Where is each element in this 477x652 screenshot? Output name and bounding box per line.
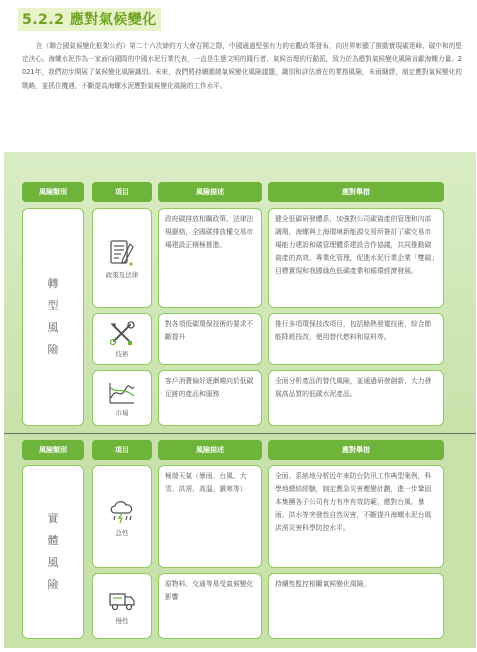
storm-cloud-icon: [107, 496, 137, 526]
header-description: 風險描述: [158, 440, 262, 460]
description-text: 原物料、交通等易受氣候變化影響: [165, 580, 254, 601]
item-policy-law: [92, 208, 152, 308]
description-cell: [158, 370, 262, 426]
header-description: 風險描述: [158, 182, 262, 202]
item-label: 技術: [115, 349, 129, 358]
section-heading-box: [18, 8, 161, 31]
category-char: 險: [47, 343, 59, 356]
response-text: 全面分析產品的替代風險，並通過研發創新，大力發展高品質的低碳水泥產品。: [275, 377, 432, 398]
response-cell: [268, 208, 444, 308]
response-cell: [268, 573, 444, 639]
item-label: 政策及法律: [105, 270, 139, 279]
category-char: 體: [47, 534, 59, 547]
header-category: 風險類別: [22, 182, 84, 202]
header-category: 風險類別: [22, 440, 84, 460]
description-cell: [158, 465, 262, 568]
item-acute: [92, 465, 152, 568]
header-response: 應對舉措: [268, 440, 444, 460]
intro-paragraph: 在《聯合國氣候變化框架公約》第二十六次締約方大會召開之際，中國通過堅強有力的宏觀政策發布，向世界彰顯了推動實現碳達峰、碳中和的堅定決心。海螺水泥作為一家面向國際的中國水泥行業代表，一直是生態文明的踐行者，氣候治理的行動派，致力於為應對氣候變化風險貢獻海螺力量。2021年，我們初步開展了氣候變化風險識別。未來，我們將持續圍繞氣候變化風險議題，識別和評估潛在的業務風險，未雨綢繆，制定應對氣候變化的戰略，並抓住機遇，不斷提高海螺水泥應對氣候變化風險的工作水平。: [22, 42, 462, 90]
description-text: 客戶消費偏好逐漸趨向於低碳足跡的產品和服務: [165, 377, 254, 398]
tools-icon: [108, 321, 136, 347]
description-text: 極端天氣（暴雨、台風、大雪、洪澇、高溫、嚴寒等）: [165, 472, 247, 493]
response-text: 推行多項環保技改項目，包括餘熱發電技術，綜合節能降耗技改，使用替代燃料和原料等。: [275, 320, 432, 341]
item-label: 市場: [115, 408, 129, 417]
item-label: 急性: [115, 529, 129, 537]
header-item: 項目: [92, 182, 152, 202]
section-divider: [4, 433, 476, 434]
response-cell: [268, 313, 444, 365]
category-physical-risk: [22, 465, 84, 639]
category-char: 風: [47, 556, 59, 569]
header-item: 項目: [92, 440, 152, 460]
category-char: 實: [47, 512, 59, 525]
item-market: [92, 370, 152, 426]
description-cell: [158, 573, 262, 639]
item-chronic: [92, 573, 152, 639]
item-technology: [92, 313, 152, 365]
category-transition-risk: [22, 208, 84, 426]
category-char: 轉: [47, 277, 59, 290]
response-text: 持續性監控相關氣候變化風險。: [275, 580, 371, 588]
response-cell: [268, 370, 444, 426]
description-text: 政府碳排放相關政策、法律法規嚴格，全國碳排放權交易市場建設正積極推進。: [165, 215, 254, 249]
truck-icon: [107, 588, 137, 614]
category-char: 型: [47, 299, 59, 312]
category-char: 風: [47, 321, 59, 334]
category-char: 險: [47, 578, 59, 591]
response-text: 健全低碳研發體系，加強對公司碳資產的管理和內部調劑，海螺與上海環境新能源交易所簽訂了碳交易市場能力建設和碳管理體系建設合作協議，共同推動碳資產的高效、專業化管理，促進水泥行業企業「雙碳」目標實現和我國綠色低碳產業和循環經濟發展。: [275, 215, 435, 275]
description-cell: [158, 313, 262, 365]
document-pen-icon: [107, 238, 137, 268]
response-text: 全面、系統地分析近年來防台防汛工作典型案例，科學地總結經驗，制定應急災害應變計劃，進一步鞏固本集團各子公司有力有序有效防範、應對台風、暴雨、洪水等突發性自然災害，不斷提升海螺水泥台風洪澇災害科學防控水平。: [275, 472, 432, 532]
header-response: 應對舉措: [268, 182, 444, 202]
description-cell: [158, 208, 262, 308]
description-text: 對各項低碳環保技術的要求不斷提升: [165, 320, 254, 341]
section-heading: 5.2.2 應對氣候變化: [22, 12, 157, 28]
market-chart-icon: [107, 380, 137, 406]
item-label: 慢性: [115, 616, 129, 625]
response-cell: [268, 465, 444, 568]
